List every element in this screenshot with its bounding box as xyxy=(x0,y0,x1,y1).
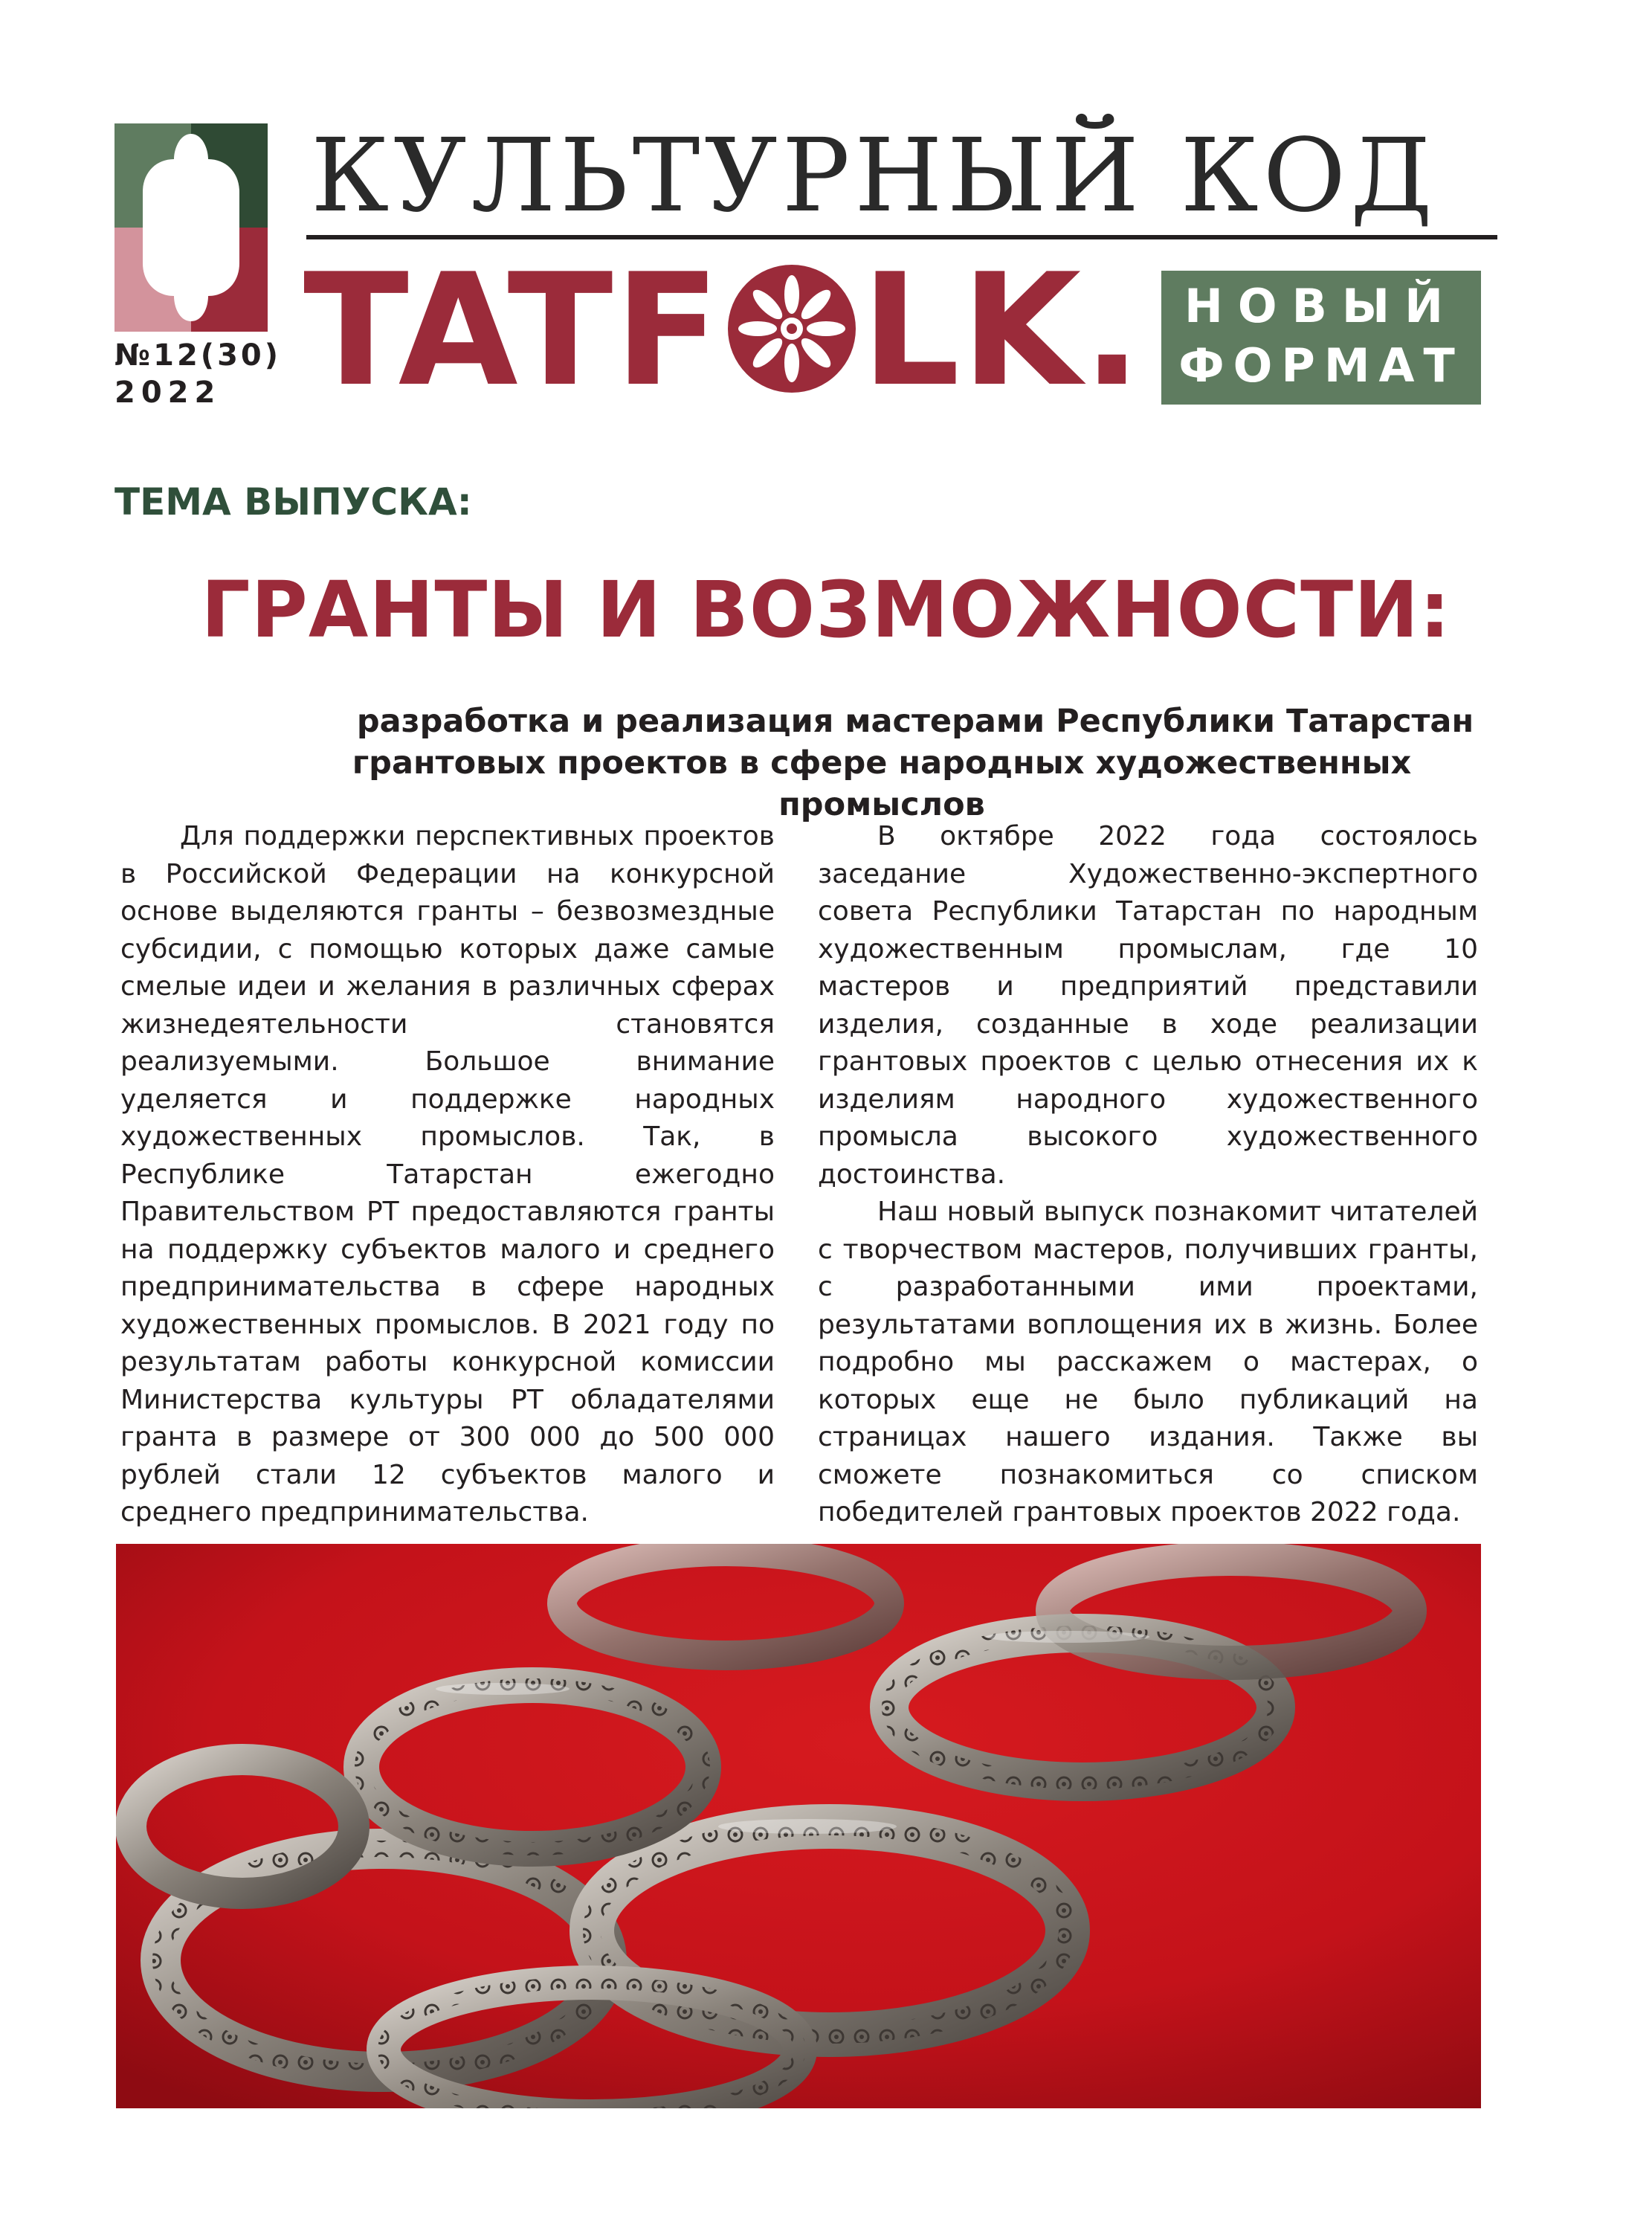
magazine-title: КУЛЬТУРНЫЙ КОД xyxy=(311,117,1437,235)
issue-theme-label: ТЕМА ВЫПУСКА: xyxy=(114,480,472,524)
subheadline-line2: грантовых проектов в сфере народных художественных промыслов xyxy=(352,744,1412,823)
bracelets-photo xyxy=(116,1544,1481,2108)
brand-wordmark xyxy=(303,241,1143,421)
new-format-line2: ФОРМАТ xyxy=(1178,338,1464,393)
article-paragraph: Наш новый выпуск познакомит читателей с творчеством мастеров, получивших гранты, с разработанными ими проектами, результатами воплощения их в жизнь. Более подробно мы расскажем о мастерах, о которых еще не было публикаций на страницах нашего издания. Также вы сможете познакомиться со списком победителей грантовых проектов 2022 года. xyxy=(818,1197,1478,1527)
new-format-line1: НОВЫЙ xyxy=(1184,279,1458,333)
brand-wordmark-right: LK. xyxy=(861,241,1143,421)
brand-wordmark-left: TATF xyxy=(303,241,722,421)
title-divider xyxy=(306,235,1497,239)
article-column-left xyxy=(120,818,775,1532)
issue-year: 2022 xyxy=(114,376,222,410)
subheadline xyxy=(149,701,1503,825)
flower-icon xyxy=(725,262,859,396)
new-format-badge xyxy=(1161,271,1481,405)
article-paragraph: В октябре 2022 года состоялось заседание Художественно-экспертного совета Республики Татарстан по народным художественным промыслам, где 10 мастеров и предприятий представили изделия, созданные в ходе реализации грантовых проектов с целью отнесения их к изделиям народного художественного промысла высокого художественного достоинства. xyxy=(818,821,1478,1190)
article-column-right xyxy=(818,818,1478,1532)
headline: ГРАНТЫ И ВОЗМОЖНОСТИ: xyxy=(201,564,1451,655)
tatfolk-logo-icon xyxy=(114,123,268,332)
issue-number: №12(30) xyxy=(114,338,282,373)
article-paragraph: Для поддержки перспективных проектов в Российской Федерации на конкурсной основе выделяются гранты – безвозмездные субсидии, с помощью которых даже самые смелые идеи и желания в различных сферах жизнедеятельности становятся реализуемыми. Большое внимание уделяется и поддержке народных художественных промыслов. Так, в Республике Татарстан ежегодно Правительством РТ предоставляются гранты на поддержку субъектов малого и среднего предпринимательства в сфере народных художественных промыслов. В 2021 году по результатам работы конкурсной комиссии Министерства культуры РТ обладателями гранта в размере от 300 000 до 500 000 рублей стали 12 субъектов малого и среднего предпринимательства. xyxy=(120,821,775,1527)
subheadline-line1: разработка и реализация мастерами Республики Татарстан xyxy=(356,703,1474,740)
